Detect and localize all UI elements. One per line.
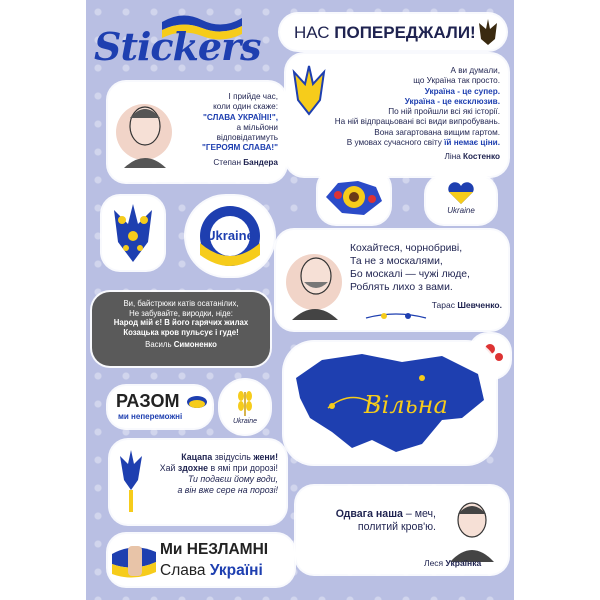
trident-icon: [477, 19, 499, 45]
bandera-line-3: "СЛАВА УКРАЇНІ!",: [202, 112, 278, 122]
shevchenko-author-last: Шевченко.: [457, 300, 502, 310]
free-map-text: Вільна: [364, 391, 448, 419]
flower-branch-icon: [366, 310, 426, 324]
shevchenko-quote-sticker: [276, 230, 508, 330]
bandera-author-first: Степан: [213, 157, 244, 167]
kostenko-line-8a: В умовах сучасного світу: [346, 137, 445, 147]
unbreakable-sticker: [108, 534, 294, 586]
heart-ukraine-sticker: [426, 176, 496, 224]
bandera-line-2: коли один скаже:: [213, 102, 278, 112]
ukrainka-portrait: [444, 492, 500, 562]
bandera-line-5: відповідатимуть: [216, 133, 278, 142]
kostenko-line-6: На ній відпрацьовані всі види випробувань.: [334, 117, 500, 127]
kostenko-line-1: А ви думали,: [450, 66, 500, 75]
ukrainka-author-first: Леся: [424, 558, 446, 568]
razom-subtitle: ми непереможні: [118, 412, 183, 421]
wheat-ukraine-text: Ukraine: [232, 418, 258, 425]
fist-flag-icon: [112, 538, 156, 582]
katsapa-line-2: [138, 463, 278, 474]
symonenko-author-last: Симоненко: [173, 339, 217, 349]
katsapa-line-4: а він вже сере на порозі!: [177, 484, 278, 495]
ukrainka-line-2: политий кров'ю.: [357, 521, 436, 534]
symonenko-line-4: Козацька кров пульсує і гуде!: [123, 328, 239, 338]
kostenko-line-5: По ній пройшли всі які історії.: [388, 107, 500, 116]
warned-prefix: НАС: [294, 23, 335, 42]
heart-icon: [447, 182, 475, 204]
ukrainka-author-last: Українка: [445, 558, 482, 568]
kostenko-text: [310, 66, 500, 162]
katsapa-text: [138, 452, 278, 496]
katsapa-line-1b: звідусіль: [212, 452, 254, 462]
stickers-logo: [90, 4, 260, 74]
shevchenko-author-first: Тарас: [431, 300, 458, 310]
symonenko-text: [96, 299, 266, 350]
ukrainka-line-1b: – меч,: [402, 508, 436, 520]
katsapa-line-1: [138, 452, 278, 463]
shevchenko-line-2: Та не з москалями,: [350, 256, 443, 267]
symonenko-line-3: Народ мій є! В його гарячих жилах: [113, 318, 249, 328]
symonenko-line-1: Ви, байстрюки катів осатанілих,: [123, 299, 239, 308]
stickers-logo-text: Stickers: [94, 24, 261, 69]
symonenko-author-first: Василь: [145, 339, 174, 349]
warned-sticker: [280, 14, 506, 50]
unbreakable-line-2: [160, 561, 263, 580]
shevchenko-text: [350, 242, 502, 311]
sticker-sheet: [86, 0, 514, 600]
kostenko-line-7: Вона загартована вищим гартом.: [374, 127, 500, 137]
free-map-sticker: [284, 342, 496, 464]
kostenko-line-2: що Україна так просто.: [413, 76, 500, 86]
kostenko-author-first: Ліна: [444, 152, 464, 161]
clasped-hands-icon: [186, 394, 208, 410]
ukraine-sunflower-sticker: [186, 196, 274, 276]
wheat-ukraine-sticker: [220, 380, 270, 434]
ukraine-badge-text: Ukraine: [206, 228, 254, 243]
katsapa-line-2c: в ямі при дорозі!: [208, 462, 278, 473]
ukrainka-line-1: [306, 508, 436, 521]
katsapa-line-1c: жени!: [253, 452, 278, 462]
shevchenko-line-1: Кохайтеся, чорнобриві,: [350, 243, 463, 254]
symonenko-quote-sticker: [92, 292, 270, 366]
katsapa-line-1a: Кацапа: [181, 452, 213, 462]
shevchenko-line-4: Роблять лихо з вами.: [350, 282, 453, 293]
kostenko-line-8: [310, 138, 500, 148]
trident-bouquet-icon: [110, 202, 156, 264]
katsapa-quote-sticker: [110, 440, 286, 524]
wheat-icon: [230, 386, 260, 416]
kostenko-line-3: Україна - це супер.: [424, 86, 500, 96]
bandera-author: [160, 158, 278, 168]
ukrainka-line-1a: Одвага наша: [335, 508, 403, 520]
ukrainka-quote-sticker: [296, 486, 508, 574]
unbreakable-line-2a: Слава: [160, 562, 210, 579]
bandera-quote-sticker: [108, 82, 286, 182]
bandera-line-4: а мільйони: [236, 122, 278, 132]
symonenko-line-2: Не забувайте, виродки, ніде:: [129, 308, 233, 318]
sunflower-map-sticker: [318, 170, 390, 224]
ukrainka-text: [306, 508, 436, 534]
warned-text: [294, 22, 476, 43]
razom-sticker: [108, 386, 212, 428]
kostenko-author: [310, 152, 500, 162]
bandera-author-last: Бандера: [243, 157, 278, 167]
razom-title: РАЗОМ: [116, 391, 180, 411]
katsapa-line-3: Ти подаєш йому води,: [187, 473, 278, 484]
bandera-line-6: "ГЕРОЯМ СЛАВА!": [202, 143, 278, 153]
trident-bouquet-sticker: [102, 196, 164, 270]
bandera-text: [160, 92, 278, 168]
kostenko-author-last: Костенко: [463, 152, 500, 161]
bandera-line-1: І прийде час,: [228, 92, 278, 101]
kostenko-quote-sticker: [286, 54, 508, 176]
kostenko-line-8b: їй немає ціни.: [444, 137, 500, 147]
warned-bold: ПОПЕРЕДЖАЛИ!: [334, 23, 476, 42]
symonenko-author: [96, 340, 266, 350]
shevchenko-portrait: [282, 240, 348, 322]
heart-ukraine-text: Ukraine: [447, 206, 475, 215]
unbreakable-line-1: Ми НЕЗЛАМНІ: [160, 541, 269, 558]
unbreakable-line-2b: Україні: [209, 562, 263, 579]
ukrainka-author: [424, 558, 481, 569]
shevchenko-line-3: Бо москалі — чужі люде,: [350, 269, 470, 280]
kostenko-line-4: Україна - це ексклюзив.: [404, 96, 500, 106]
katsapa-line-2b: здохне: [177, 462, 209, 473]
sunflower-icon: [324, 175, 384, 219]
katsapa-line-2a: Хай: [159, 462, 178, 473]
